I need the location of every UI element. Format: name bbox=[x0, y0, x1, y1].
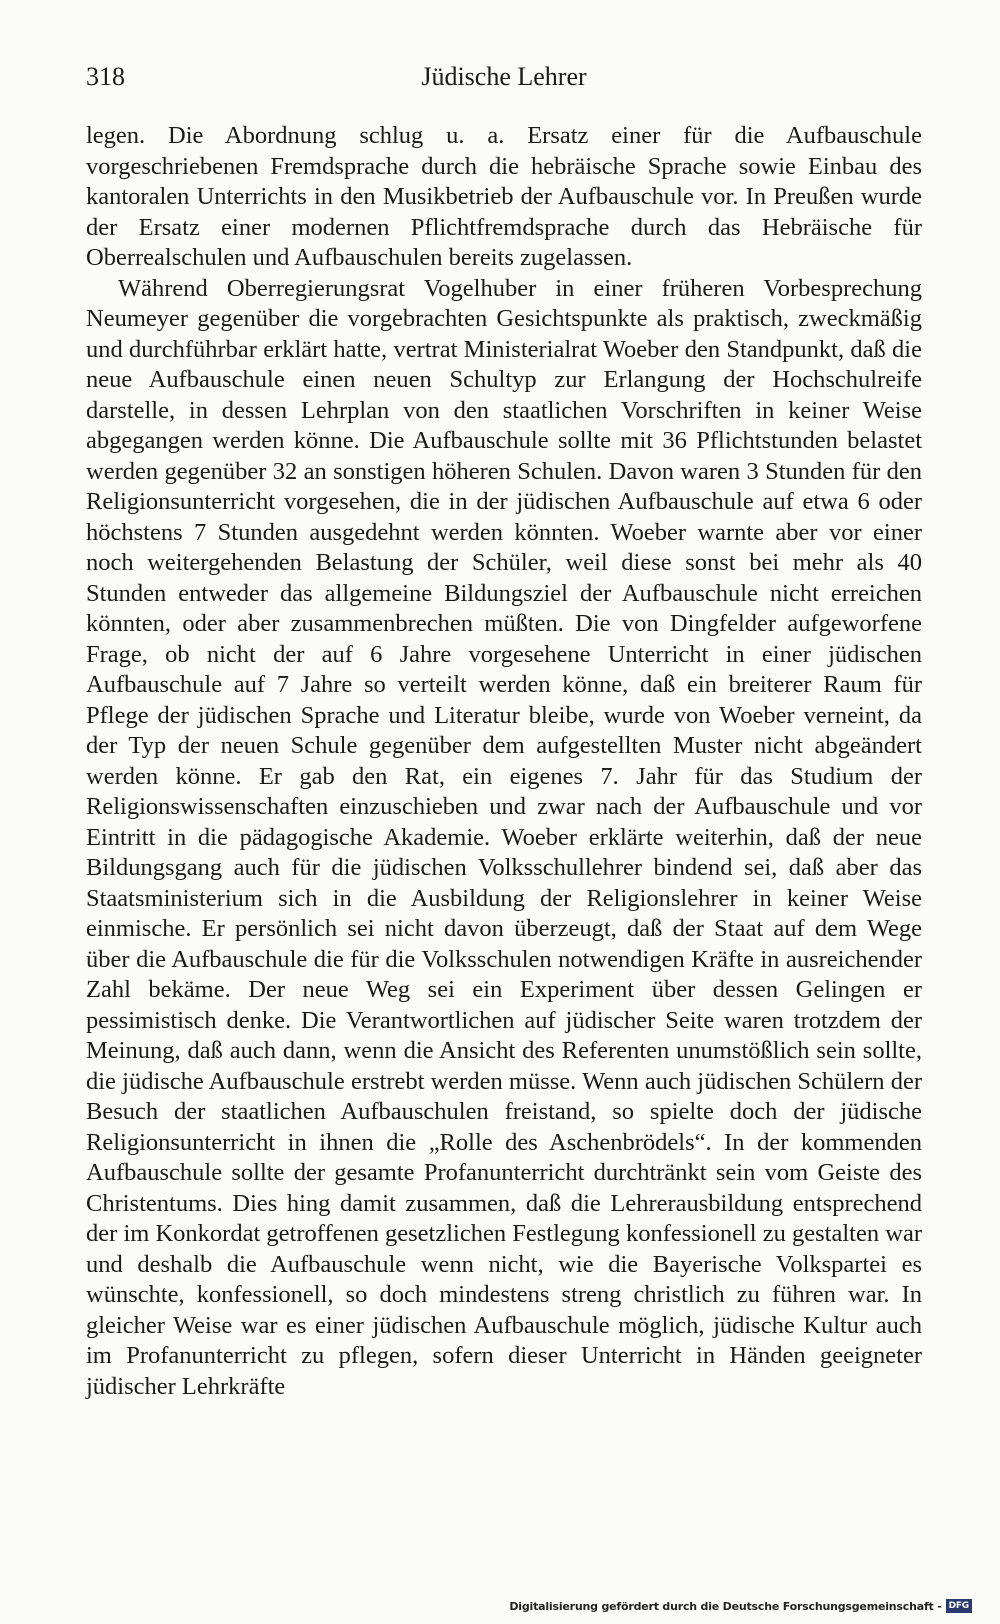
paragraph: Während Oberregierungsrat Vogelhuber in einer früheren Vorbesprechung Neumeyer gegenüber die vorgebrachten Gesichtspunkte als praktisch, zweckmäßig und durchführbar erklärt hatte, vertrat Ministerialrat Woeber den Standpunkt, daß die neue Aufbauschule einen neuen Schultyp zur Erlangung der Hochschulreife darstelle, in dessen Lehrplan von den staatlichen Vorschriften in keiner Weise abgegangen werden könne. Die Aufbauschule sollte mit 36 Pflichtstunden belastet werden gegenüber 32 an sonstigen höheren Schulen. Davon waren 3 Stunden für den Religionsunterricht vorgesehen, die in der jüdischen Aufbauschule auf etwa 6 oder höchstens 7 Stunden ausgedehnt werden könnten. Woeber warnte aber vor einer noch weitergehenden Belastung der Schüler, weil diese sonst bei mehr als 40 Stunden entweder das allgemeine Bildungsziel der Aufbauschule nicht erreichen könnten, oder aber zusammenbrechen müßten. Die von Dingfelder aufgeworfene Frage, ob nicht der auf 6 Jahre vorgesehene Unterricht in einer jüdischen Aufbauschule auf 7 Jahre so verteilt werden könne, daß ein breiterer Raum für Pflege der jüdischen Sprache und Literatur bleibe, wurde von Woeber verneint, da der Typ der neuen Schule gegenüber dem aufgestellten Muster nicht abgeändert werden könne. Er gab den Rat, ein eigenes 7. Jahr für das Studium der Religionswissenschaften einzuschieben und zwar nach der Aufbauschule und vor Eintritt in die pädagogische Akademie. Woeber erklärte weiterhin, daß der neue Bildungsgang auch für die jüdischen Volksschullehrer bindend sei, daß aber das Staatsministerium sich in die Ausbildung der Religionslehrer in keiner Weise einmische. Er persönlich sei nicht davon überzeugt, daß der Staat auf dem Wege über die Aufbauschule die für die Volksschulen notwendigen Kräfte in ausreichender Zahl bekäme. Der neue Weg sei ein Experiment über dessen Gelingen er pessimistisch denke. Die Verantwortlichen auf jüdischer Seite waren trotzdem der Meinung, daß auch dann, wenn die Ansicht des Referenten unumstößlich sein sollte, die jüdische Aufbauschule erstrebt werden müsse. Wenn auch jüdischen Schülern der Besuch der staatlichen Aufbauschulen freistand, so spielte doch der jüdische Religionsunterricht in ihnen die „Rolle des Aschenbrödels“. In der kommenden Aufbauschule sollte der gesamte Profanunterricht durchtränkt sein vom Geiste des Christentums. Dies hing damit zusammen, daß die Lehrerausbildung entsprechend der im Konkordat getroffenen gesetzlichen Festlegung konfessionell zu gestalten war und deshalb die Aufbauschule wenn nicht, wie die Bayerische Volkspartei es wünschte, konfessionell, so doch mindestens streng christlich zu führen war. In gleicher Weise war es einer jüdischen Aufbauschule möglich, jüdische Kultur auch im Profanunterricht zu pflegen, sofern dieser Unterricht in Händen geeigneter jüdischer Lehrkräfte bbox=[86, 274, 922, 1400]
running-title: Jüdische Lehrer bbox=[421, 62, 587, 91]
running-head bbox=[86, 62, 922, 94]
dfg-logo: DFG bbox=[946, 1599, 972, 1613]
page-number: 318 bbox=[86, 62, 125, 91]
digitization-credit bbox=[509, 1598, 972, 1614]
credit-text: Digitalisierung gefördert durch die Deutsche Forschungsgemeinschaft - bbox=[509, 1599, 942, 1613]
body-text bbox=[86, 121, 922, 1402]
paragraph-continuation: legen. Die Abordnung schlug u. a. Ersatz einer für die Aufbauschule vorgeschriebenen Fremdsprache durch die hebräische Sprache sowie Einbau des kantoralen Unterrichts in den Musikbetrieb der Aufbauschule vor. In Preußen wurde der Ersatz einer modernen Pflichtfremdsprache durch das Hebräische für Oberrealschulen und Aufbauschulen bereits zugelassen. bbox=[86, 122, 922, 271]
